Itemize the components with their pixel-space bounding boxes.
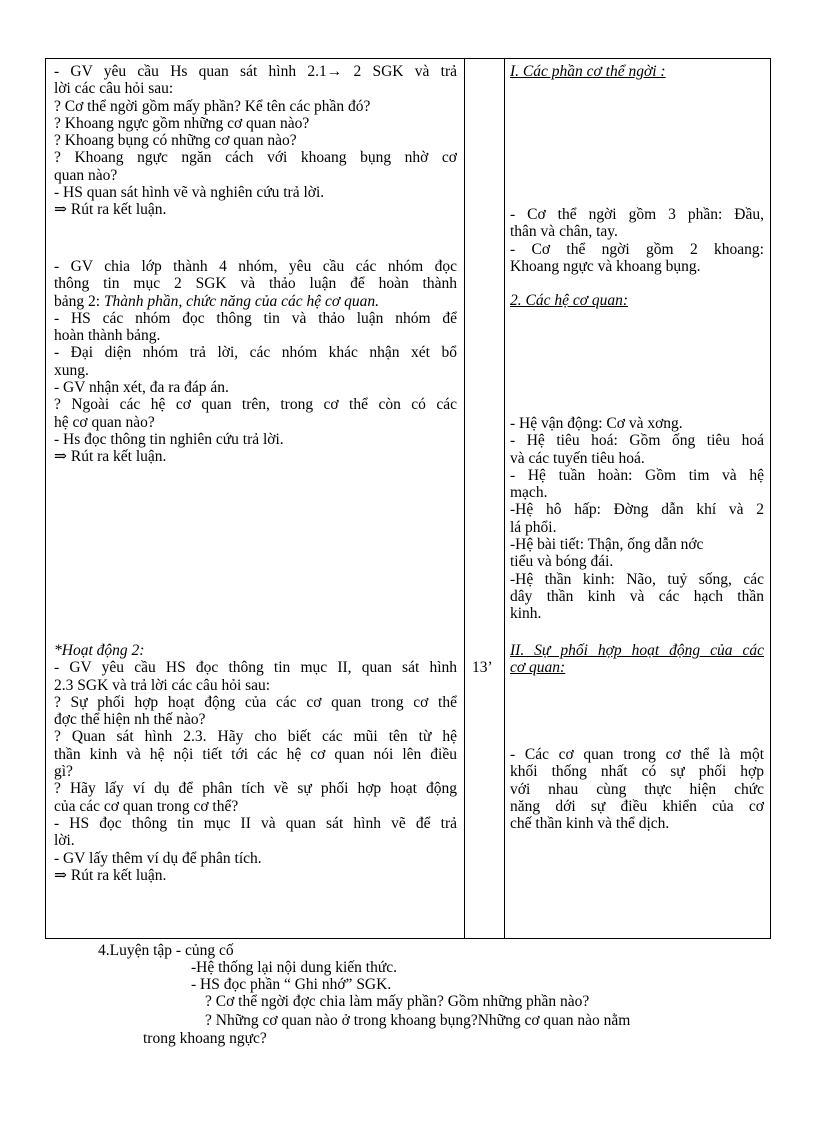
line: kinh. (510, 605, 542, 623)
table-title-italic: Thành phần, chức năng của các hệ cơ quan. (103, 292, 379, 310)
practice-question-cont: trong khoang ngực? (143, 1030, 267, 1047)
line: năng dới sự điều khiển của cơ (510, 797, 764, 815)
practice-line: -Hệ thống lại nội dung kiến thức. (191, 959, 397, 976)
heading-organ-systems: 2. Các hệ cơ quan: (510, 292, 629, 309)
line: ? Khoang ngực gồm những cơ quan nào? (54, 114, 310, 132)
line: - GV lấy thêm ví dụ để phân tích. (54, 849, 262, 867)
conclusion-organ-systems (510, 415, 764, 623)
line: tiểu và bóng đái. (510, 553, 614, 571)
line: gì? (54, 763, 73, 781)
practice-question: ? Những cơ quan nào ở trong khoang bụng?Những cơ quan nào nằm (205, 1012, 631, 1029)
line: - GV yêu cầu HS đọc thông tin mục II, quan sát hình (54, 659, 457, 677)
line: - HS đọc thông tin mục II và quan sát hình vẽ để trả (54, 814, 457, 832)
line: với nhau cùng thực hiện chức (510, 780, 764, 798)
line: - GV chia lớp thành 4 nhóm, yêu cầu các nhóm đọc (54, 258, 457, 275)
section-practice-title: 4.Luyện tập - củng cố (98, 942, 234, 959)
line: ? Hãy lấy ví dụ để phân tích về sự phối hợp hoạt động (54, 780, 457, 798)
line: 2.3 SGK và trả lời các câu hỏi sau: (54, 676, 271, 694)
line: - Các cơ quan trong cơ thể là một (510, 746, 764, 763)
line: - HS các nhóm đọc thông tin và thảo luận nhóm để (54, 309, 457, 327)
line: ? Quan sát hình 2.3. Hãy cho biết các mũi tên từ hệ (54, 728, 457, 746)
conclusion-coordination (510, 746, 764, 832)
line: ? Sự phối hợp hoạt động của các cơ quan trong cơ thể (54, 693, 457, 711)
line: ? Ngoài các hệ cơ quan trên, trong cơ thể còn có các (54, 396, 457, 414)
line: khối thống nhất có sự phối hợp (510, 763, 764, 781)
line: dây thần kinh và các hạch thần (510, 587, 764, 605)
line: bảng 2: (54, 292, 104, 310)
line: đợc thể hiện nh thế nào? (54, 711, 206, 729)
line: - Đại diện nhóm trả lời, các nhóm khác nhận xét bổ (54, 344, 457, 362)
activity-block-2 (54, 258, 457, 466)
line: ? Khoang bụng có những cơ quan nào? (54, 132, 297, 150)
line: ⇒ Rút ra kết luận. (54, 201, 167, 219)
line: chế thần kinh và thể dịch. (510, 815, 670, 833)
heading-coordination: II. Sự phối hợp hoạt động của các cơ quan: (510, 642, 764, 677)
column-divider-2 (504, 59, 505, 938)
conclusion-parts (510, 206, 764, 275)
line: của các cơ quan trong cơ thể? (54, 797, 239, 815)
line: hoàn thành bảng. (54, 327, 161, 345)
line: - GV nhận xét, đa ra đáp án. (54, 379, 229, 397)
line: ? Cơ thể ngời gồm mấy phần? Kể tên các phần đó? (54, 97, 371, 115)
practice-line: - HS đọc phần “ Ghi nhớ” SGK. (191, 976, 392, 993)
line: -Hệ hô hấp: Đờng dẫn khí và 2 (510, 501, 764, 519)
heading-parts: I. Các phần cơ thể ngời : (510, 63, 666, 80)
line: lời các câu hỏi sau: (54, 80, 174, 98)
activity-block-3 (54, 642, 457, 884)
line: - Cơ thể ngời gồm 2 khoang: (510, 240, 764, 258)
line: -Hệ thần kinh: Não, tuỷ sống, các (510, 570, 764, 588)
line: - Hệ tiêu hoá: Gồm ống tiêu hoá (510, 432, 764, 450)
line: - Hệ tuần hoàn: Gồm tim và hệ (510, 466, 764, 484)
line: - Hệ vận động: Cơ và xơng. (510, 415, 683, 432)
line: quan nào? (54, 166, 118, 184)
line: thông tin mục 2 SGK và thảo luận để hoàn thành (54, 275, 457, 293)
line: và các tuyến tiêu hoá. (510, 449, 645, 467)
line: Khoang ngực và khoang bụng. (510, 257, 701, 275)
time-cell: 13’ (472, 659, 493, 676)
line: lời. (54, 832, 75, 850)
line: - Cơ thể ngời gồm 3 phần: Đầu, (510, 206, 764, 223)
practice-question: ? Cơ thể ngời đợc chia làm mấy phần? Gồm những phần nào? (205, 993, 590, 1010)
line: mạch. (510, 484, 548, 502)
line: - GV yêu cầu Hs quan sát hình 2.1→ 2 SGK và trả (54, 63, 457, 80)
activity-block-1 (54, 63, 457, 219)
line: - Hs đọc thông tin nghiên cứu trả lời. (54, 430, 284, 448)
activity-2-title: *Hoạt động 2: (54, 642, 145, 659)
line: - HS quan sát hình vẽ và nghiên cứu trả lời. (54, 184, 325, 202)
line: thần kinh và hệ nội tiết tới các hệ cơ quan nói lên điều (54, 745, 457, 763)
line: hệ cơ quan nào? (54, 413, 155, 431)
line: thân và chân, tay. (510, 223, 618, 241)
line: ? Khoang ngực ngăn cách với khoang bụng nhờ cơ (54, 149, 457, 167)
line: ⇒ Rút ra kết luận. (54, 448, 167, 466)
line: xung. (54, 361, 89, 379)
line: -Hệ bài tiết: Thận, ống dẫn nớc (510, 536, 704, 554)
lesson-table (45, 58, 771, 939)
line: lá phổi. (510, 518, 557, 536)
line: ⇒ Rút ra kết luận. (54, 866, 167, 884)
column-divider-1 (464, 59, 465, 938)
